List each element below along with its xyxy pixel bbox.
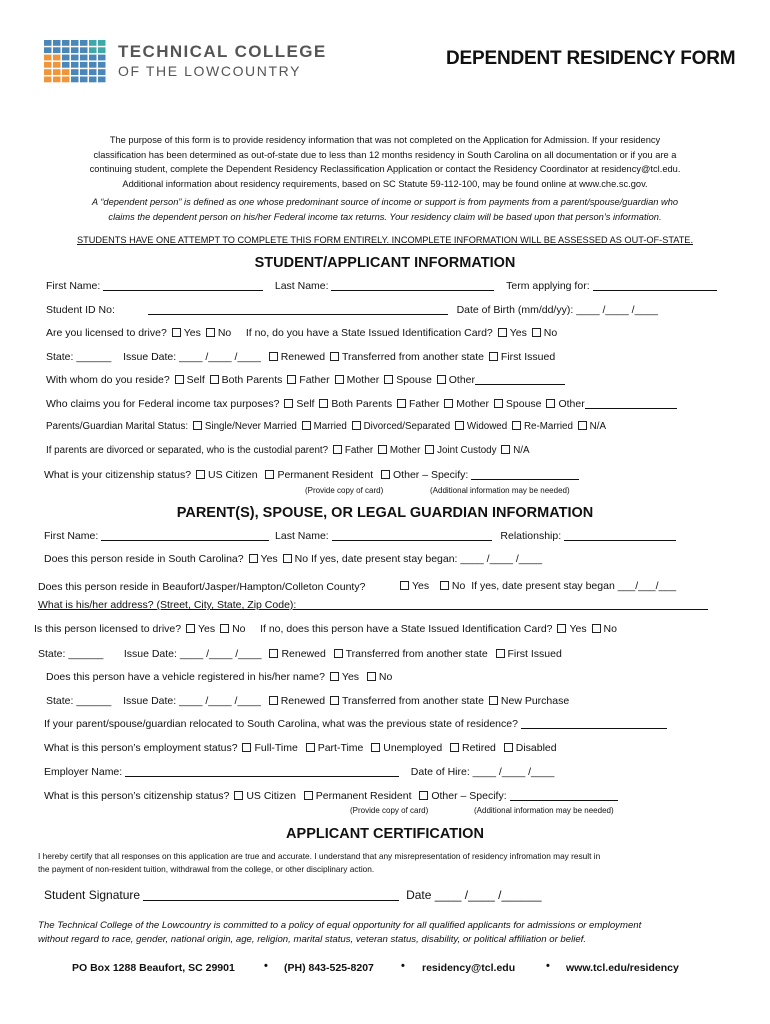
vehicle-no-checkbox[interactable]: [367, 672, 376, 681]
tax-other-field[interactable]: [585, 398, 677, 409]
parent-reside-sc-row: Does this person reside in South Carolina? Yes No If yes, date present stay began: ____ /____ /____: [44, 553, 543, 565]
county-yes-checkbox[interactable]: [400, 581, 409, 590]
student-id-field[interactable]: [148, 304, 448, 315]
transferred-checkbox[interactable]: [330, 352, 339, 361]
footer-phone: (PH) 843-525-8207: [284, 962, 374, 974]
previous-state-field[interactable]: [521, 718, 667, 729]
logo-cell: [80, 47, 88, 53]
signature-date-field[interactable]: Date ____ /____ /______: [406, 888, 542, 902]
custodial-father-checkbox[interactable]: [333, 445, 342, 454]
custodial-row: If parents are divorced or separated, who is the custodial parent? Father Mother Joint Custody N/A: [46, 445, 530, 456]
parent-last-name-field[interactable]: [332, 530, 492, 541]
reside-father-checkbox[interactable]: [287, 375, 296, 384]
logo-cell: [71, 55, 79, 61]
parent-address-field[interactable]: [296, 599, 708, 610]
certification-text: I hereby certify that all responses on this application are true and accurate. I understand that any misrepresentation of residency infromation may result in the payment of non-resident tuition, withdrawal from the college, or other disciplinary action.: [38, 851, 601, 874]
license-yes-checkbox[interactable]: [172, 328, 181, 337]
logo-cell: [53, 69, 61, 75]
logo-cell: [89, 47, 97, 53]
logo-cell: [62, 47, 70, 53]
logo-cell: [98, 55, 106, 61]
logo-cell: [44, 55, 52, 61]
marital-na-checkbox[interactable]: [578, 421, 587, 430]
state-id-yes-checkbox[interactable]: [498, 328, 507, 337]
signature-field[interactable]: [143, 890, 399, 901]
citizen-other-checkbox[interactable]: [381, 470, 390, 479]
student-issue-date-field[interactable]: Issue Date: ____ /____ /____: [123, 351, 261, 363]
county-options: Yes No If yes, date present stay began ___/___/___: [398, 580, 676, 592]
student-copy-card-note: (Provide copy of card): [305, 486, 384, 495]
form-title: DEPENDENT RESIDENCY FORM: [446, 48, 736, 69]
state-id-no-checkbox[interactable]: [532, 328, 541, 337]
logo-cell: [62, 62, 70, 68]
employment-part-checkbox[interactable]: [306, 743, 315, 752]
tax-self-checkbox[interactable]: [284, 399, 293, 408]
vehicle-state-field[interactable]: State: ______: [46, 695, 112, 707]
employer-row: Employer Name: Date of Hire: ____ /____ /____: [44, 766, 555, 778]
citizen-us-checkbox[interactable]: [196, 470, 205, 479]
parent-license-no-checkbox[interactable]: [220, 624, 229, 633]
reside-other-field[interactable]: [475, 374, 565, 385]
logo-cell: [71, 77, 79, 83]
vehicle-state-row: State: ______ Issue Date: ____ /____ /____ Renewed Transferred from another state New Purchase: [46, 695, 570, 707]
student-additional-note: (Additional information may be needed): [430, 486, 570, 495]
employment-row: What is this person’s employment status? Full-Time Part-Time Unemployed Retired Disabled: [44, 742, 557, 754]
vehicle-transferred-checkbox[interactable]: [330, 696, 339, 705]
parent-citizen-other-checkbox[interactable]: [419, 791, 428, 800]
logo-cell: [62, 40, 70, 46]
footer-bullet: •: [264, 960, 268, 972]
equal-opportunity-statement: The Technical College of the Lowcountry is committed to a policy of equal opportunity for all qualified applicants for admissions or employment without regard to race, gender, national origin, age, religion, marital status, veteran status, disability, or political affiliation or belief.: [38, 920, 642, 945]
logo-cell: [53, 55, 61, 61]
logo-cell: [98, 40, 106, 46]
logo-cell: [98, 69, 106, 75]
footer-email[interactable]: residency@tcl.edu: [422, 962, 516, 974]
parent-citizen-us-checkbox[interactable]: [234, 791, 243, 800]
logo-cell: [53, 40, 61, 46]
tax-claim-row: Who claims you for Federal income tax purposes? Self Both Parents Father Mother Spouse Other: [46, 398, 677, 410]
employment-unemployed-checkbox[interactable]: [371, 743, 380, 752]
logo-cell: [98, 77, 106, 83]
vehicle-new-purchase-checkbox[interactable]: [489, 696, 498, 705]
relocated-row: If your parent/spouse/guardian relocated to South Carolina, what was the previous state of residence?: [44, 718, 667, 730]
parent-state-row: State: ______ Issue Date: ____ /____ /____ Renewed Transferred from another state First Issued: [38, 648, 562, 660]
logo-cell: [89, 40, 97, 46]
renewed-checkbox[interactable]: [269, 352, 278, 361]
student-citizenship-row: What is your citizenship status? US Citizen Permanent Resident Other – Specify:: [44, 469, 579, 481]
marital-remarried-checkbox[interactable]: [512, 421, 521, 430]
parent-citizen-perm-checkbox[interactable]: [304, 791, 313, 800]
footer-bullet: •: [546, 960, 550, 972]
employment-disabled-checkbox[interactable]: [504, 743, 513, 752]
custodial-joint-checkbox[interactable]: [425, 445, 434, 454]
logo-cell: [98, 62, 106, 68]
logo-cell: [89, 77, 97, 83]
logo-cell: [44, 62, 52, 68]
logo-cell: [53, 47, 61, 53]
attempt-warning: STUDENTS HAVE ONE ATTEMPT TO COMPLETE THIS FORM ENTIRELY. INCOMPLETE INFORMATION WILL BE ASSESSED AS OUT-OF-STATE.: [77, 235, 693, 245]
first-issued-checkbox[interactable]: [489, 352, 498, 361]
citizen-other-field[interactable]: [471, 469, 579, 480]
parent-additional-note: (Additional information may be needed): [474, 806, 614, 815]
tax-father-checkbox[interactable]: [397, 399, 406, 408]
parent-relationship-field[interactable]: [564, 530, 676, 541]
logo-cell: [71, 40, 79, 46]
reside-sc-yes-checkbox[interactable]: [249, 554, 258, 563]
logo-text-line2: OF THE LOWCOUNTRY: [118, 63, 302, 79]
custodial-mother-checkbox[interactable]: [378, 445, 387, 454]
logo-cell: [80, 77, 88, 83]
logo-cell: [89, 62, 97, 68]
logo-text-line1: TECHNICAL COLLEGE: [118, 42, 327, 61]
parent-id-no-checkbox[interactable]: [592, 624, 601, 633]
logo-cell: [62, 69, 70, 75]
logo-cell: [62, 77, 70, 83]
citizen-perm-checkbox[interactable]: [265, 470, 274, 479]
student-name-row: First Name: Last Name: Term applying for:: [46, 280, 717, 292]
student-state-row: State: ______ Issue Date: ____ /____ /____ Renewed Transferred from another state First Issued: [46, 351, 556, 363]
license-no-checkbox[interactable]: [206, 328, 215, 337]
logo-cell: [44, 40, 52, 46]
reside-sc-no-checkbox[interactable]: [283, 554, 292, 563]
tax-mother-checkbox[interactable]: [444, 399, 453, 408]
vehicle-row: Does this person have a vehicle registered in his/her name? Yes No: [46, 671, 393, 683]
logo-cell: [80, 55, 88, 61]
logo-cell: [71, 69, 79, 75]
logo-cell: [80, 40, 88, 46]
parent-license-yes-checkbox[interactable]: [186, 624, 195, 633]
vehicle-issue-date-field[interactable]: Issue Date: ____ /____ /____: [123, 695, 261, 707]
logo-cell: [71, 62, 79, 68]
parent-address-row: What is his/her address? (Street, City, State, Zip Code):: [38, 599, 708, 611]
reside-with-row: With whom do you reside? Self Both Parents Father Mother Spouse Other: [46, 374, 565, 386]
tax-other-checkbox[interactable]: [546, 399, 555, 408]
student-first-name-field[interactable]: [103, 280, 263, 291]
logo-cell: [80, 62, 88, 68]
marital-widowed-checkbox[interactable]: [455, 421, 464, 430]
logo-cell: [71, 47, 79, 53]
footer-bullet: •: [401, 960, 405, 972]
student-license-row: Are you licensed to drive? Yes No If no, do you have a State Issued Identification Card? Yes No: [46, 327, 558, 339]
tax-both-checkbox[interactable]: [319, 399, 328, 408]
footer-web[interactable]: www.tcl.edu/residency: [566, 962, 679, 974]
student-section-heading: STUDENT/APPLICANT INFORMATION: [254, 255, 516, 271]
parent-transferred-checkbox[interactable]: [334, 649, 343, 658]
parent-citizenship-row: What is this person’s citizenship status? US Citizen Permanent Resident Other – Specify:: [44, 790, 618, 802]
logo-cell: [44, 69, 52, 75]
employment-retired-checkbox[interactable]: [450, 743, 459, 752]
hire-date-field[interactable]: Date of Hire: ____ /____ /____: [410, 766, 555, 778]
student-state-field[interactable]: State: ______: [46, 351, 112, 363]
parent-copy-card-note: (Provide copy of card): [350, 806, 429, 815]
sc-stay-date-field[interactable]: If yes, date present stay began: ____ /____ /____: [310, 553, 543, 565]
logo-cell: [44, 47, 52, 53]
logo-cell: [44, 77, 52, 83]
marital-married-checkbox[interactable]: [302, 421, 311, 430]
term-field[interactable]: [593, 280, 717, 291]
parent-state-field[interactable]: State: ______: [38, 648, 104, 660]
tax-spouse-checkbox[interactable]: [494, 399, 503, 408]
dob-field[interactable]: ____ /____ /____: [576, 304, 658, 316]
logo-cell: [53, 62, 61, 68]
marital-divorced-checkbox[interactable]: [352, 421, 361, 430]
parent-citizen-other-field[interactable]: [510, 790, 618, 801]
student-id-row: Student ID No: Date of Birth (mm/dd/yy): ____ /____ /____: [46, 304, 658, 316]
student-last-name-field[interactable]: [331, 280, 494, 291]
college-logo-mark: [44, 40, 106, 84]
signature-row: Student Signature Date ____ /____ /______: [44, 888, 542, 902]
parent-renewed-checkbox[interactable]: [269, 649, 278, 658]
logo-cell: [80, 69, 88, 75]
parent-first-issued-checkbox[interactable]: [496, 649, 505, 658]
parent-license-row: Is this person licensed to drive? Yes No If no, does this person have a State Issued Identification Card? Yes No: [34, 623, 617, 635]
reside-mother-checkbox[interactable]: [335, 375, 344, 384]
logo-cell: [53, 77, 61, 83]
logo-cell: [89, 69, 97, 75]
dependent-definition: A “dependent person” is defined as one whose predominant source of income or support is from payments from a parent/spouse/guardian who claims the dependent person on his/her Federal income tax returns. Your residency claim will be based upon that person’s information.: [91, 197, 679, 222]
logo-cell: [89, 55, 97, 61]
reside-other-checkbox[interactable]: [437, 375, 446, 384]
custodial-na-checkbox[interactable]: [501, 445, 510, 454]
vehicle-renewed-checkbox[interactable]: [269, 696, 278, 705]
parent-id-yes-checkbox[interactable]: [557, 624, 566, 633]
logo-cell: [98, 47, 106, 53]
intro-paragraph: The purpose of this form is to provide residency information that was not completed on the Application for Admission. If your residency classification has been determined as out-of-state due to less than 12 months residency in South Carolina on all documentation or if you are a continuing student, complete the Dependent Residency Reclassification Application or contact the Residency Coordinator at residency@tcl.edu. Additional information about residency requirements, based on SC Statute 59-112-100, may be found online at www.che.sc.gov.: [89, 135, 681, 189]
county-stay-date-field[interactable]: If yes, date present stay began ___/___/___: [471, 580, 677, 592]
reside-both-checkbox[interactable]: [210, 375, 219, 384]
marital-status-row: Parents/Guardian Marital Status: Single/Never Married Married Divorced/Separated Widowed Re-Married N/A: [46, 421, 607, 432]
parent-name-row: First Name: Last Name: Relationship:: [44, 530, 676, 542]
parent-county-row: Does this person reside in Beaufort/Jasper/Hampton/Colleton County?: [38, 581, 366, 593]
vehicle-yes-checkbox[interactable]: [330, 672, 339, 681]
footer-address: PO Box 1288 Beaufort, SC 29901: [72, 962, 235, 974]
employer-field[interactable]: [125, 766, 399, 777]
marital-single-checkbox[interactable]: [193, 421, 202, 430]
parent-first-name-field[interactable]: [101, 530, 269, 541]
logo-cell: [62, 55, 70, 61]
reside-self-checkbox[interactable]: [175, 375, 184, 384]
employment-full-checkbox[interactable]: [242, 743, 251, 752]
certification-heading: APPLICANT CERTIFICATION: [286, 826, 484, 842]
parent-issue-date-field[interactable]: Issue Date: ____ /____ /____: [123, 648, 262, 660]
parent-section-heading: PARENT(S), SPOUSE, OR LEGAL GUARDIAN INFORMATION: [176, 505, 594, 521]
county-no-checkbox[interactable]: [440, 581, 449, 590]
reside-spouse-checkbox[interactable]: [384, 375, 393, 384]
